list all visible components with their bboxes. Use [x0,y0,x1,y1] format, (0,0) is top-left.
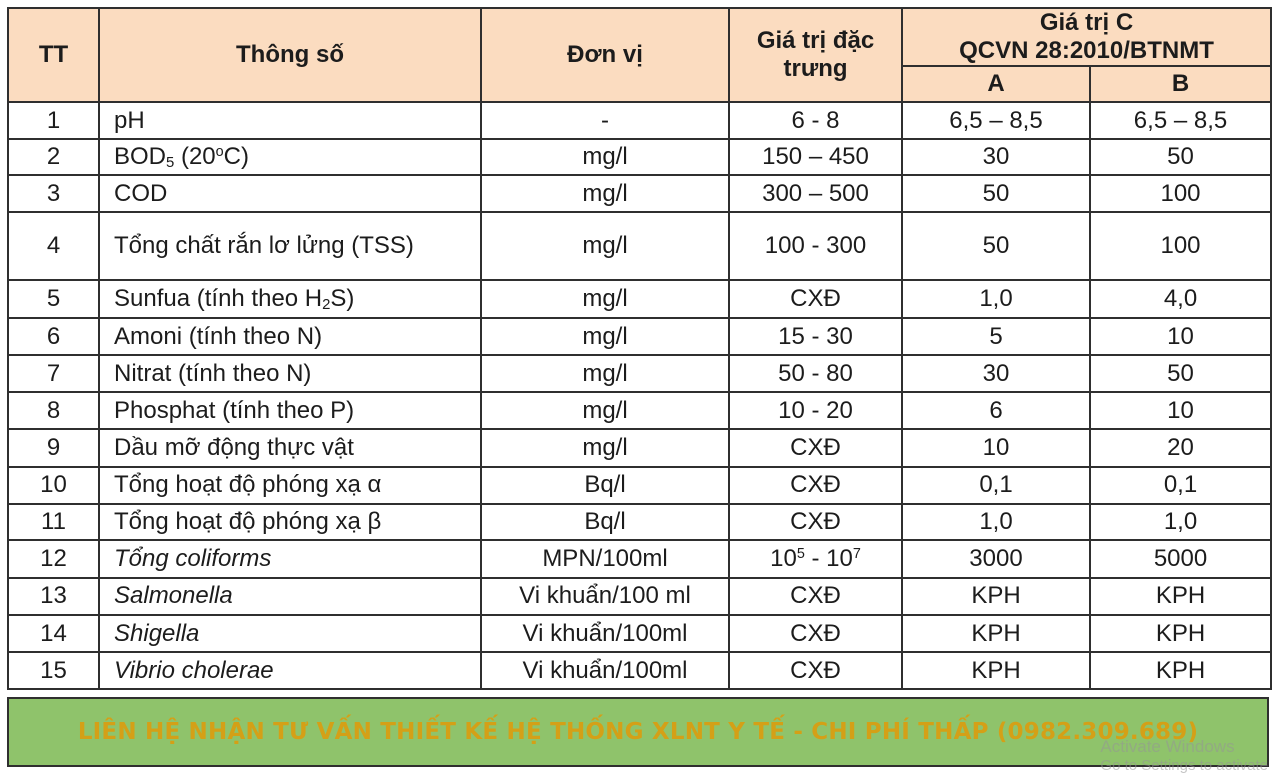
header-gia-tri-c-line1: Giá trị C [1039,9,1134,37]
table-row [8,392,1271,429]
cell-tt: 6 [8,318,99,355]
cell-tt: 10 [8,467,99,504]
header-tt: TT [8,8,99,102]
cell-param: Amoni (tính theo N) [99,318,481,355]
cell-a: 6 [902,392,1090,429]
cell-typical: CXĐ [729,429,902,467]
cell-a: KPH [902,578,1090,615]
header-gia-tri-c [902,8,1271,66]
watermark-line1: Activate Windows [1100,737,1235,757]
cell-param: Shigella [99,615,481,653]
cell-param: Tổng chất rắn lơ lửng (TSS) [99,212,481,280]
cell-tt: 8 [8,392,99,429]
cell-a: 50 [902,175,1090,212]
cell-unit: Vi khuẩn/100ml [481,615,729,653]
cell-tt: 9 [8,429,99,467]
cell-a: 1,0 [902,504,1090,541]
cell-param [99,280,481,318]
cell-typical: 50 - 80 [729,355,902,393]
cell-unit: mg/l [481,318,729,355]
cell-b: 100 [1090,212,1271,280]
cell-b: 4,0 [1090,280,1271,318]
table-row [8,175,1271,212]
cell-param: Tổng hoạt độ phóng xạ α [99,467,481,504]
cell-b: 50 [1090,355,1271,393]
table-row [8,540,1271,578]
cell-param: Dầu mỡ động thực vật [99,429,481,467]
cell-a: 6,5 – 8,5 [902,102,1090,139]
cell-b: KPH [1090,578,1271,615]
parameter-table-container [7,7,1270,690]
cell-tt: 15 [8,652,99,689]
cell-typical: 10 - 20 [729,392,902,429]
header-col-a: A [902,66,1090,102]
cell-unit: Vi khuẩn/100ml [481,652,729,689]
cell-unit: mg/l [481,139,729,176]
cell-typical: 100 - 300 [729,212,902,280]
table-row [8,615,1271,653]
table-row [8,504,1271,541]
typical-text: 10 [770,545,797,573]
table-row [8,578,1271,615]
cell-a: KPH [902,615,1090,653]
table-row [8,212,1271,280]
param-text: C) [223,142,249,170]
table-row [8,467,1271,504]
cell-unit: mg/l [481,392,729,429]
cell-tt: 5 [8,280,99,318]
cell-unit: Vi khuẩn/100 ml [481,578,729,615]
degree-mark: o [215,143,224,160]
cell-unit: Bq/l [481,504,729,541]
cell-tt: 14 [8,615,99,653]
cell-typical: CXĐ [729,467,902,504]
cell-b: 100 [1090,175,1271,212]
cell-a: 10 [902,429,1090,467]
cell-tt: 11 [8,504,99,541]
cell-param: Vibrio cholerae [99,652,481,689]
cell-typical: CXĐ [729,615,902,653]
cell-param [99,139,481,176]
header-col-b: B [1090,66,1271,102]
wastewater-parameter-table [7,7,1272,690]
table-row [8,102,1271,139]
cell-tt: 3 [8,175,99,212]
param-text: Sunfua (tính theo H [114,284,323,312]
cell-typical: CXĐ [729,578,902,615]
cell-typical [729,540,902,578]
cell-typical: 300 – 500 [729,175,902,212]
cell-typical: CXĐ [729,652,902,689]
cell-param: Tổng hoạt độ phóng xạ β [99,504,481,541]
cell-param: COD [99,175,481,212]
cell-a: 0,1 [902,467,1090,504]
watermark-line2: Go to Settings to activate [1100,756,1268,774]
activate-windows-watermark [1100,737,1268,774]
param-text: BOD [114,142,167,170]
cell-typical: 6 - 8 [729,102,902,139]
table-row [8,429,1271,467]
param-text: (20 [174,142,216,170]
contact-banner[interactable] [7,697,1269,767]
cell-unit: mg/l [481,429,729,467]
table-row [8,652,1271,689]
cell-tt: 4 [8,212,99,280]
header-thong-so: Thông số [99,8,481,102]
header-don-vi: Đơn vị [481,8,729,102]
cell-b: 50 [1090,139,1271,176]
contact-banner-text[interactable]: LIÊN HỆ NHẬN TƯ VẤN THIẾT KẾ HỆ THỐNG XLNT Y TẾ - CHI PHÍ THẤP (0982.309.689) [77,719,1199,745]
cell-b: 1,0 [1090,504,1271,541]
cell-tt: 12 [8,540,99,578]
cell-tt: 2 [8,139,99,176]
exponent: 7 [852,546,861,563]
cell-typical: 15 - 30 [729,318,902,355]
cell-a: 1,0 [902,280,1090,318]
cell-a: 30 [902,355,1090,393]
header-gia-tri-c-line2: QCVN 28:2010/BTNMT [959,37,1214,64]
cell-b: KPH [1090,615,1271,653]
cell-b: 6,5 – 8,5 [1090,102,1271,139]
table-row [8,139,1271,176]
cell-unit: mg/l [481,212,729,280]
table-row [8,280,1271,318]
cell-unit: - [481,102,729,139]
cell-b: 10 [1090,318,1271,355]
cell-a: 3000 [902,540,1090,578]
table-row [8,355,1271,393]
cell-tt: 7 [8,355,99,393]
cell-a: 5 [902,318,1090,355]
cell-typical: 150 – 450 [729,139,902,176]
cell-a: 50 [902,212,1090,280]
cell-unit: Bq/l [481,467,729,504]
cell-unit: mg/l [481,175,729,212]
cell-unit: mg/l [481,280,729,318]
cell-typical: CXĐ [729,504,902,541]
cell-tt: 1 [8,102,99,139]
cell-tt: 13 [8,578,99,615]
cell-unit: mg/l [481,355,729,393]
cell-b: 0,1 [1090,467,1271,504]
header-gia-tri-dac-trung: Giá trị đặc trưng [729,8,902,102]
param-subscript: 2 [322,296,331,313]
cell-b: KPH [1090,652,1271,689]
cell-param: Phosphat (tính theo P) [99,392,481,429]
typical-text: - 10 [804,545,853,573]
param-text: S) [330,284,355,312]
cell-b: 10 [1090,392,1271,429]
cell-param: Nitrat (tính theo N) [99,355,481,393]
table-row [8,318,1271,355]
cell-param: Salmonella [99,578,481,615]
exponent: 5 [796,546,805,563]
cell-unit: MPN/100ml [481,540,729,578]
cell-a: KPH [902,652,1090,689]
cell-param: pH [99,102,481,139]
cell-a: 30 [902,139,1090,176]
cell-typical: CXĐ [729,280,902,318]
param-subscript: 5 [166,154,175,171]
cell-param: Tổng coliforms [99,540,481,578]
cell-b: 5000 [1090,540,1271,578]
cell-b: 20 [1090,429,1271,467]
